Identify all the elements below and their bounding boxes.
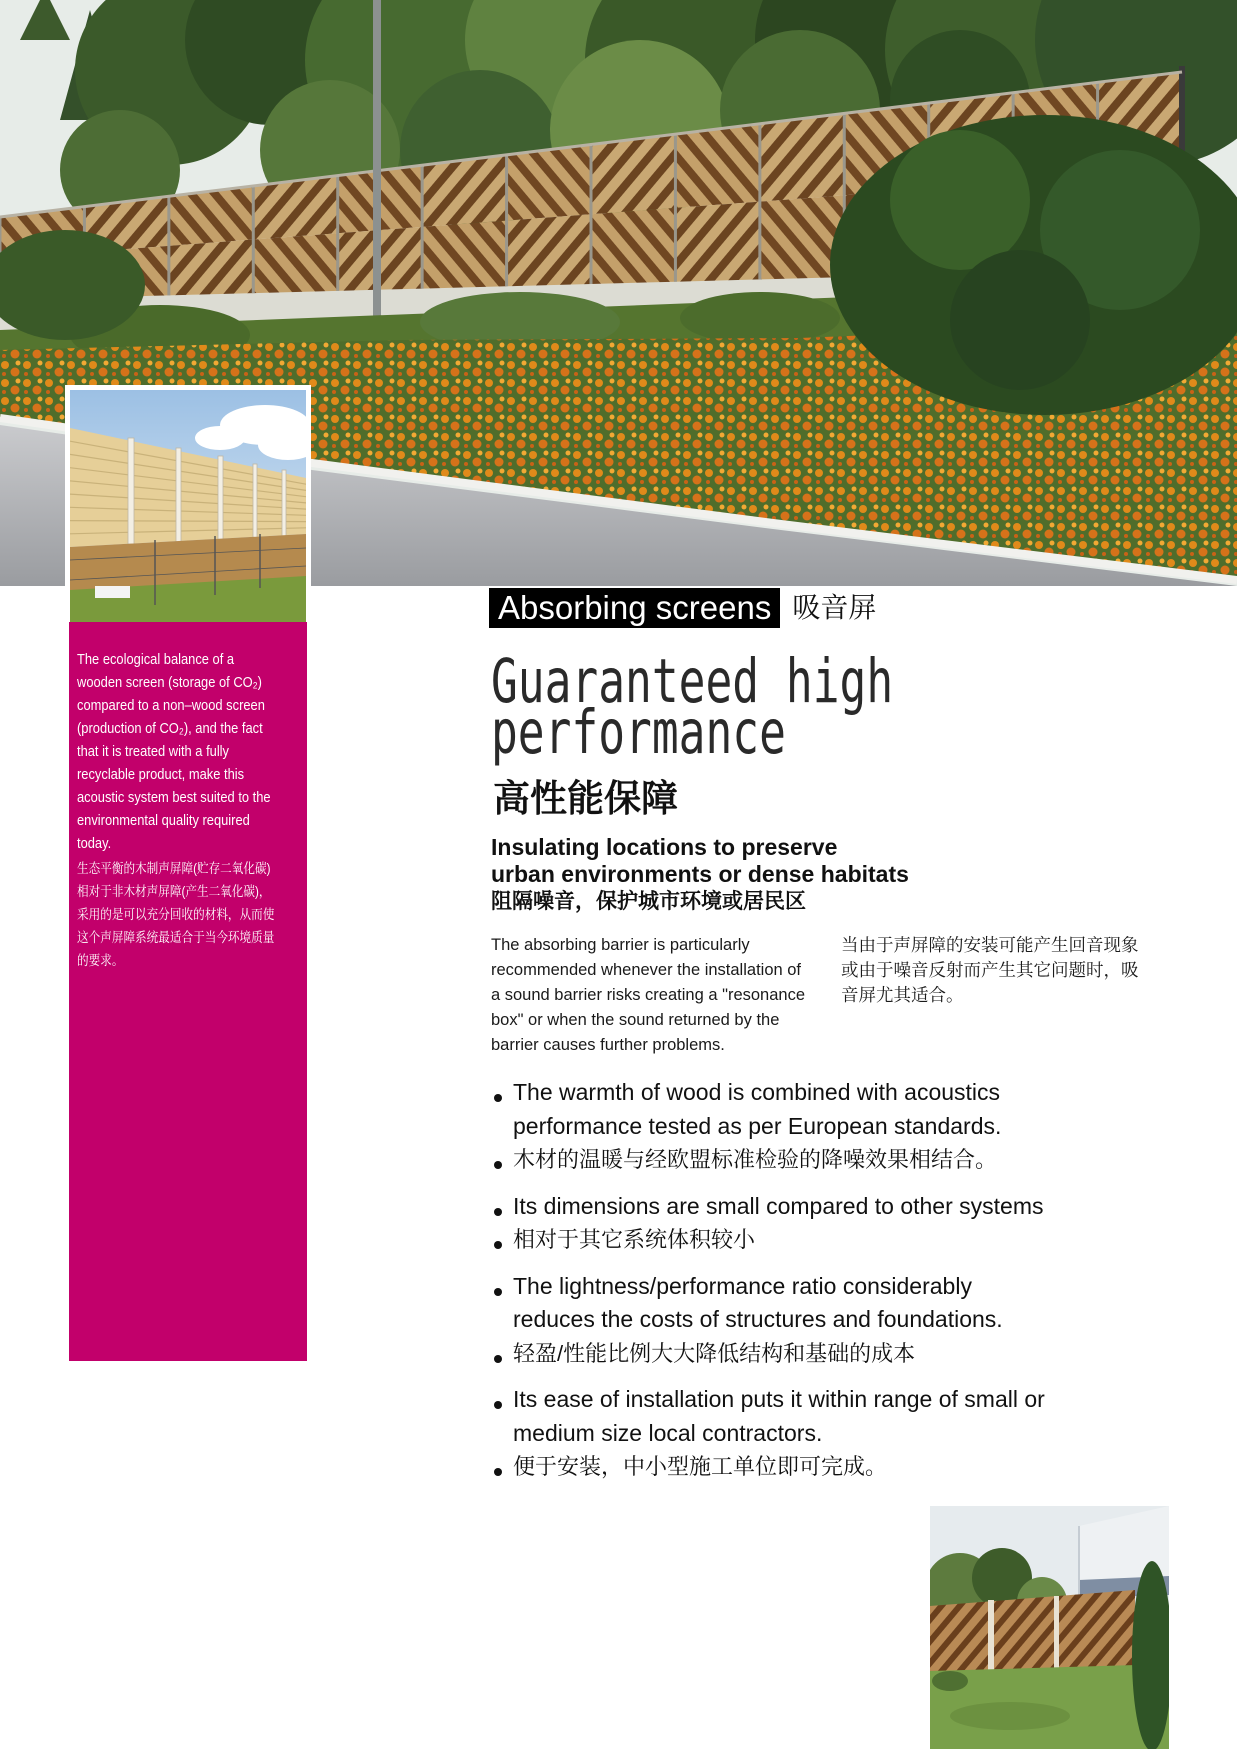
page-title-cn: 高性能保障: [493, 778, 678, 819]
section-label-en: Absorbing screens: [489, 588, 780, 628]
list-item: [494, 1383, 1045, 1450]
subtitle-cn: 阻隔噪音，保护城市环境或居民区: [491, 890, 806, 913]
info-panel: [69, 622, 307, 1361]
bullet-icon: [494, 1094, 502, 1102]
bullet-icon: [494, 1288, 502, 1296]
fence-panel: [422, 155, 506, 227]
bullet-icon: [494, 1401, 502, 1409]
bullet-icon: [494, 1355, 502, 1363]
feature-text-en: Its dimensions are small compared to other systems: [513, 1192, 1044, 1219]
shrub: [932, 1671, 968, 1691]
feature-text-cn: 便于安装，中小型施工单位即可完成。: [513, 1454, 888, 1479]
bullet-icon: [494, 1161, 502, 1169]
lamp-pole: [373, 0, 381, 318]
fence-panel: [675, 124, 759, 208]
fence-panel: [507, 145, 591, 221]
feature-list: [494, 1076, 1045, 1497]
bullet-icon: [494, 1241, 502, 1249]
feature-group: [494, 1076, 1045, 1177]
sign: [95, 586, 130, 598]
fence-panel: [591, 208, 675, 284]
feature-text-cn: 轻盈/性能比例大大降低结构和基础的成本: [513, 1340, 916, 1366]
lawn-patch: [950, 1702, 1070, 1730]
bullet-icon: [494, 1208, 502, 1216]
list-item: [494, 1076, 1045, 1143]
feature-text-en: Its ease of installation puts it within range of small or medium size local contractors.: [513, 1386, 1045, 1446]
fence-panel: [760, 113, 844, 201]
feature-text-en: The lightness/performance ratio considerably reduces the costs of structures and foundations.: [513, 1272, 1003, 1332]
feature-group: [494, 1190, 1045, 1257]
bottom-photo: [930, 1506, 1169, 1749]
fence-panel: [675, 202, 759, 282]
feature-text-en: The warmth of wood is combined with acoustics performance tested as per European standards.: [513, 1079, 1002, 1139]
bullet-icon: [494, 1468, 502, 1476]
fence-panel: [507, 214, 591, 286]
list-item: [494, 1337, 1045, 1371]
fence-panel: [422, 221, 506, 289]
list-item: [494, 1450, 1045, 1484]
feature-group: [494, 1270, 1045, 1371]
section-label: [489, 588, 876, 628]
fence-panel: [253, 233, 337, 293]
info-panel-text-cn: 生态平衡的木制声屏障(贮存二氧化碳) 相对于非木材声屏障(产生二氧化碳)， 采用的是可以充分回收的材料，从而使 这个声屏障系统最适合于当今环境质量 的要求。: [77, 861, 275, 968]
list-item: [494, 1223, 1045, 1257]
section-label-cn: 吸音屏: [792, 592, 877, 623]
subtitle-en: Insulating locations to preserve urban environments or dense habitats: [491, 834, 909, 887]
list-item: [494, 1190, 1045, 1224]
intro-paragraph-cn: 当由于声屏障的安装可能产生回音现象 或由于噪音反射而产生其它问题时，吸 音屏尤其适合。: [841, 935, 1139, 1005]
feature-group: [494, 1383, 1045, 1484]
feature-text-cn: 木材的温暖与经欧盟标准检验的降噪效果相结合。: [513, 1147, 998, 1172]
bottom-photo-image: [930, 1506, 1169, 1749]
info-panel-text-en: The ecological balance of a wooden screen (storage of CO₂) compared to a non–wood screen (production of CO₂), and the fact that it is treated with a fully recyclable product, make this acoustic system best suited to the environmental quality required today.: [77, 651, 271, 852]
inset-photo-frame: [65, 385, 311, 622]
subtitle: [491, 834, 909, 915]
info-panel-text: [77, 648, 274, 972]
list-item: [494, 1143, 1045, 1177]
page-title: Guaranteed high performance: [491, 646, 894, 768]
fence-panel: [169, 240, 253, 296]
list-item: [494, 1270, 1045, 1337]
fence-panel: [591, 134, 675, 214]
intro-paragraph-en: The absorbing barrier is particularly recommended whenever the installation of a sound barrier risks creating a "resonance box" or when the sound returned by the barrier causes further problems.: [491, 936, 806, 1054]
inset-photo: [70, 390, 306, 622]
feature-text-cn: 相对于其它系统体积较小: [513, 1227, 756, 1252]
